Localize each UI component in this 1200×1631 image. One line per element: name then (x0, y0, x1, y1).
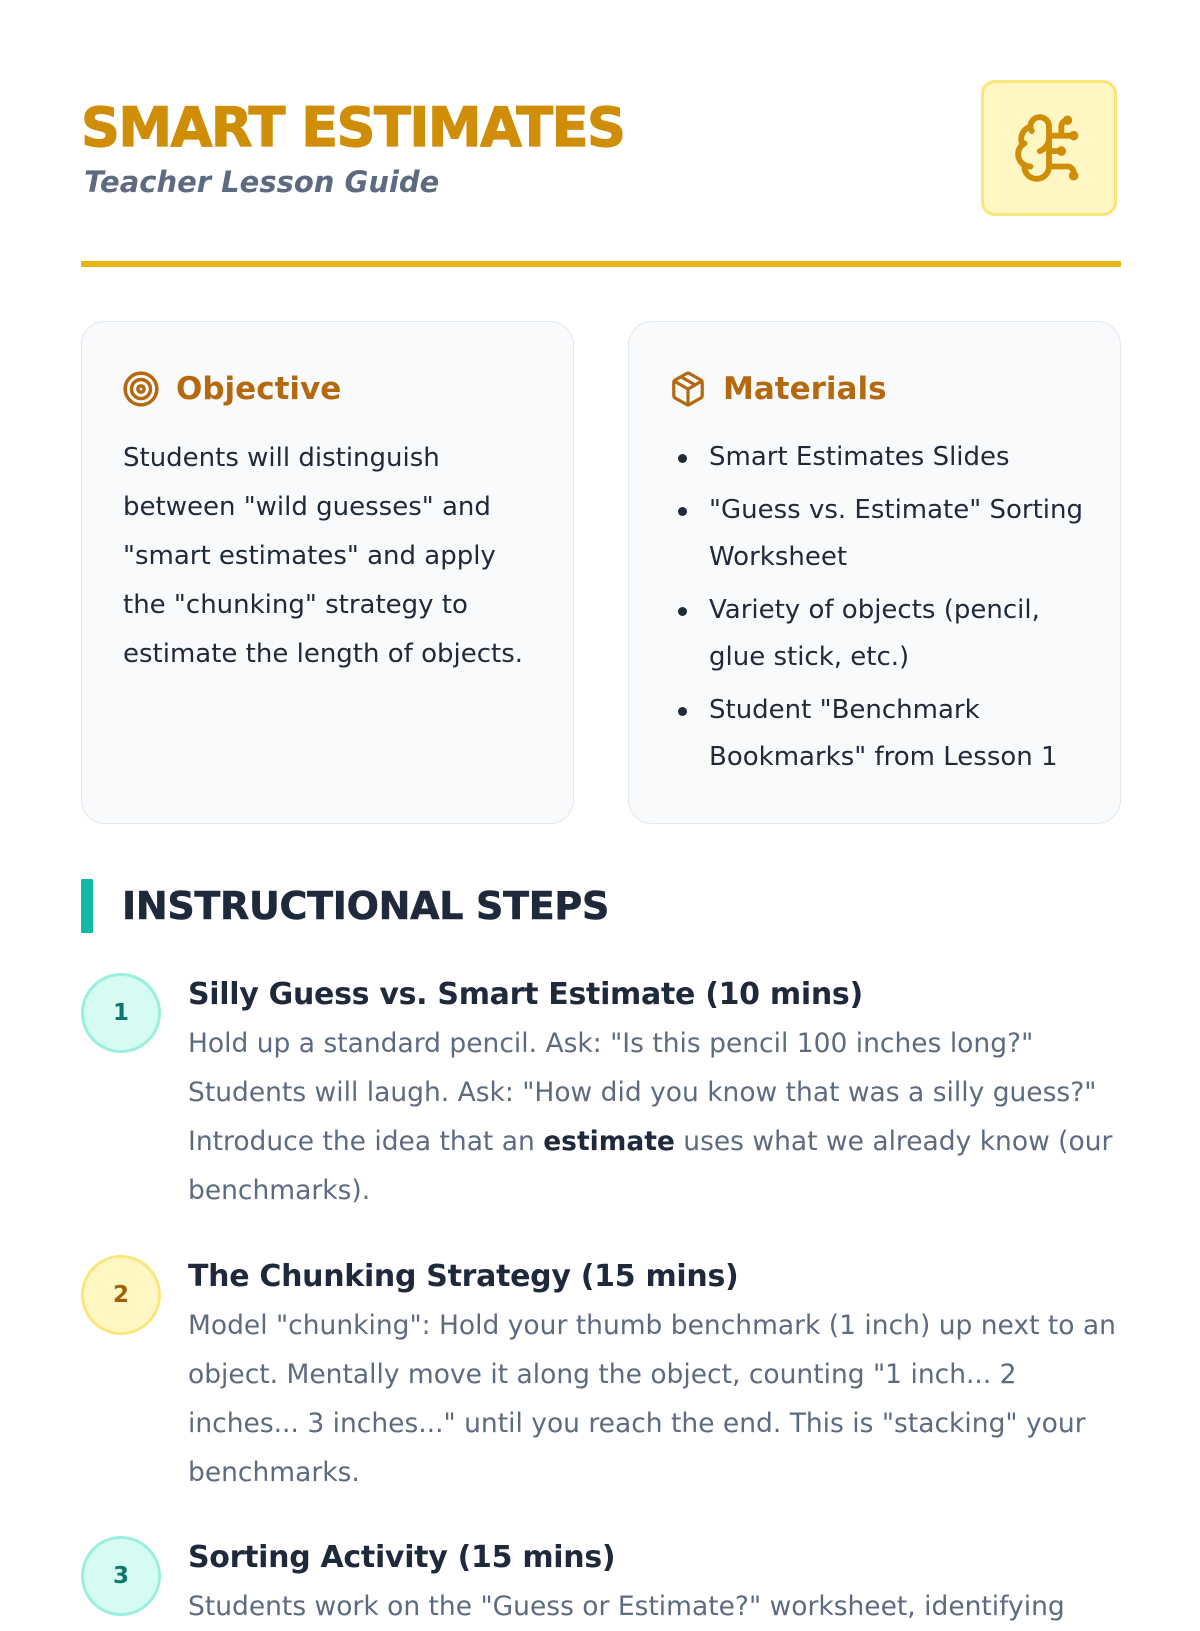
step-description: Hold up a standard pencil. Ask: "Is this pencil 100 inches long?" Students will laugh. Ask: "How did you know that was a silly guess?" Introduce the idea that an estimate uses what we already know (our benchmarks). (188, 1028, 1113, 1206)
step-description: Students work on the "Guess or Estimate?" worksheet, identifying (188, 1591, 1065, 1622)
page-subtitle: Teacher Lesson Guide (84, 165, 440, 199)
info-cards (81, 321, 1121, 824)
step-number-badge: 3 (81, 1536, 161, 1616)
section-accent-bar (81, 879, 93, 933)
page-header (81, 0, 1121, 270)
objective-header (122, 362, 341, 416)
bold-term: estimate (543, 1126, 675, 1157)
step-title: Sorting Activity (15 mins) (188, 1540, 616, 1575)
step-content (188, 1255, 1123, 1497)
section-title: INSTRUCTIONAL STEPS (122, 884, 610, 928)
step-title: Silly Guess vs. Smart Estimate (10 mins) (188, 977, 863, 1012)
materials-header (669, 362, 887, 416)
step-content (188, 1536, 1123, 1631)
header-divider (81, 261, 1121, 267)
step-content (188, 973, 1123, 1215)
materials-list (670, 434, 1090, 787)
lesson-guide-page (81, 0, 1121, 1622)
list-item: "Guess vs. Estimate" Sorting Worksheet (670, 487, 1090, 581)
list-item: Smart Estimates Slides (670, 434, 1090, 481)
target-icon (122, 370, 160, 408)
list-item: Variety of objects (pencil, glue stick, etc.) (670, 587, 1090, 681)
list-item: Student "Benchmark Bookmarks" from Lesson 1 (670, 687, 1090, 781)
package-icon (669, 370, 707, 408)
step-number-badge: 2 (81, 1255, 161, 1335)
step-number-badge: 1 (81, 973, 161, 1053)
section-header (81, 879, 609, 933)
page-title: SMART ESTIMATES (81, 96, 625, 159)
brain-circuit-icon (981, 80, 1117, 216)
objective-text: Students will distinguish between "wild guesses" and "smart estimates" and apply the "chunking" strategy to estimate the length of objects. (123, 443, 524, 669)
materials-card (628, 321, 1121, 824)
objective-title: Objective (176, 371, 342, 407)
step-description: Model "chunking": Hold your thumb benchmark (1 inch) up next to an object. Mentally move it along the object, counting "1 inch... 2 inches... 3 inches..." until you reach the end. This is "stacking" your benchmarks. (188, 1310, 1116, 1488)
objective-card (81, 321, 574, 824)
materials-title: Materials (723, 371, 887, 407)
step-title: The Chunking Strategy (15 mins) (188, 1259, 739, 1294)
